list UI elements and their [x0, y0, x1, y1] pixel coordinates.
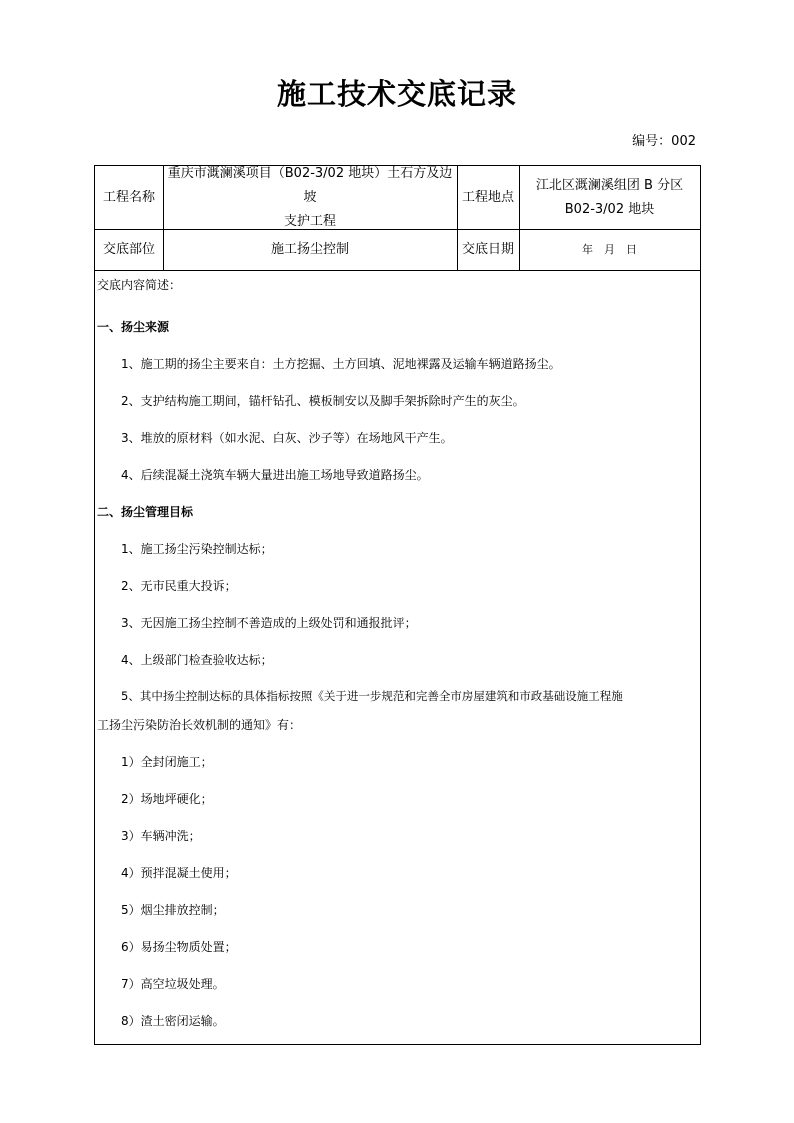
list-item: 1、施工期的扬尘主要来自：土方挖掘、土方回填、泥地裸露及运输车辆道路扬尘。 — [121, 357, 561, 371]
section-title-dust-sources: 一、扬尘来源 — [97, 320, 170, 334]
briefing-part-value: 施工扬尘控制 — [270, 241, 349, 257]
briefing-part-label: 交底部位 — [102, 241, 155, 257]
sub-list-item: 8）渣土密闭运输。 — [121, 1014, 225, 1028]
sub-list-item: 7）高空垃圾处理。 — [121, 977, 225, 991]
sub-list-item: 4）预拌混凝土使用； — [121, 866, 237, 880]
list-item-5-line2: 工扬尘污染防治长效机制的通知》有： — [97, 718, 302, 732]
project-location-line1: 江北区溉澜溪组团 B 分区 — [535, 177, 684, 193]
document-number: 编号：002 — [632, 134, 696, 149]
list-item: 2、无市民重大投诉； — [121, 579, 237, 593]
project-name-line1: 重庆市溉澜溪项目（B02-3/02 地块）土石方及边坡 — [167, 165, 453, 205]
project-name-label: 工程名称 — [102, 189, 155, 205]
sub-list-item: 1）全封闭施工； — [121, 755, 213, 769]
project-name-line2: 支护工程 — [283, 213, 336, 229]
section-title-dust-targets: 二、扬尘管理目标 — [97, 505, 194, 519]
project-location-line2: B02-3/02 地块 — [564, 201, 655, 217]
list-item-5-line1: 5、其中扬尘控制达标的具体指标按照《关于进一步规范和完善全市房屋建筑和市政基础设施工程施 — [121, 689, 623, 703]
record-table — [94, 165, 701, 1045]
list-item: 2、支护结构施工期间，锚杆钻孔、模板制安以及脚手架拆除时产生的灰尘。 — [121, 394, 525, 408]
content-intro: 交底内容简述： — [97, 278, 182, 292]
list-item: 4、后续混凝土浇筑车辆大量进出施工场地导致道路扬尘。 — [121, 468, 429, 482]
list-item: 3、堆放的原材料（如水泥、白灰、沙子等）在场地风干产生。 — [121, 431, 453, 445]
document-title: 施工技术交底记录 — [276, 77, 517, 111]
sub-list-item: 2）场地坪硬化； — [121, 792, 213, 806]
sub-list-item: 5）烟尘排放控制； — [121, 903, 225, 917]
briefing-date-value: 年 月 日 — [582, 242, 637, 256]
list-item: 1、施工扬尘污染控制达标； — [121, 542, 273, 556]
briefing-date-label: 交底日期 — [461, 241, 514, 257]
list-item: 4、上级部门检查验收达标； — [121, 653, 273, 667]
sub-list-item: 6）易扬尘物质处置； — [121, 940, 237, 954]
project-location-value — [519, 166, 700, 229]
sub-list-item: 3）车辆冲洗； — [121, 829, 201, 843]
project-name-value — [163, 166, 457, 229]
list-item: 3、无因施工扬尘控制不善造成的上级处罚和通报批评； — [121, 616, 417, 630]
row-divider — [95, 270, 700, 271]
project-location-label: 工程地点 — [461, 189, 514, 205]
